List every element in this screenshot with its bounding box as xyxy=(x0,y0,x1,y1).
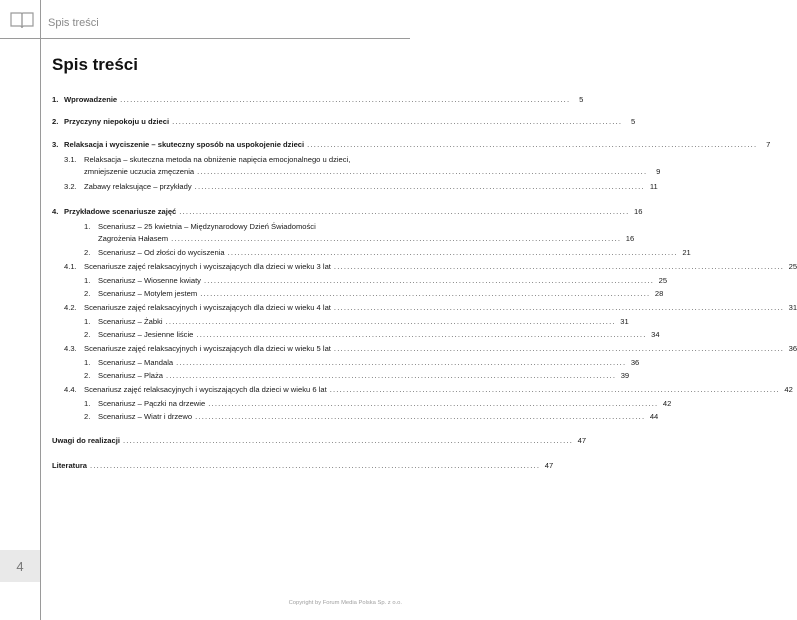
toc-entry-page: 28 xyxy=(654,289,664,298)
toc-dot-leader: ........................................................................................................................................ xyxy=(208,399,659,408)
toc-entry-4-1-s1[interactable] xyxy=(84,276,668,285)
toc-entry-4-2-s2[interactable] xyxy=(84,330,660,339)
toc-entry-4[interactable] xyxy=(52,207,643,216)
toc-dot-leader: ........................................................................................................................................ xyxy=(179,207,630,216)
toc-entry-uwagi[interactable] xyxy=(52,436,587,445)
toc-entry-1[interactable] xyxy=(52,95,584,104)
toc-dot-leader: ........................................................................................................................................ xyxy=(200,289,651,298)
toc-entry-4-4-s2[interactable] xyxy=(84,412,659,421)
toc-entry-title: Scenariusze zajęć relaksacyjnych i wyciszających dla dzieci w wieku 5 lat xyxy=(84,344,331,353)
toc-entry-literatura[interactable] xyxy=(52,461,554,470)
toc-entry-title: Scenariusz – Plaża xyxy=(98,371,164,380)
toc-entry-page: 11 xyxy=(649,182,658,191)
toc-entry-number: 2. xyxy=(84,371,91,380)
page-number-badge: 4 xyxy=(0,550,40,582)
toc-entry-4-3[interactable] xyxy=(64,344,797,353)
toc-dot-leader: ........................................................................................................................................ xyxy=(120,95,571,104)
toc-dot-leader: ........................................................................................................................................ xyxy=(333,262,785,271)
page-header-rule xyxy=(0,38,410,39)
toc-entry-title: Scenariusz – Mandala xyxy=(98,358,174,367)
toc-entry-title: Relaksacja – skuteczna metoda na obniżenie napięcia emocjonalnego u dzieci, xyxy=(84,155,351,164)
toc-entry-number: 2. xyxy=(84,330,91,339)
toc-entry-page: 34 xyxy=(651,330,660,339)
toc-dot-leader: ........................................................................................................................................ xyxy=(172,117,623,126)
toc-entry-page: 47 xyxy=(577,436,587,445)
toc-entry-number: 3.1. xyxy=(64,155,77,164)
toc-entry-number: 4.4. xyxy=(64,385,77,394)
toc-entry-3-1[interactable] xyxy=(84,167,661,176)
copyright-footer: Copyright by Forum Media Polska Sp. z o.o. xyxy=(288,600,402,606)
toc-dot-leader: ........................................................................................................................................ xyxy=(176,358,627,367)
toc-entry-3[interactable] xyxy=(52,140,771,149)
page-title: Spis treści xyxy=(52,55,138,74)
toc-dot-leader: ........................................................................................................................................ xyxy=(197,167,648,176)
toc-dot-leader: ........................................................................................................................................ xyxy=(195,412,646,421)
toc-entry-title-cont: Zagrożenia Hałasem xyxy=(98,234,169,243)
toc-entry-number: 1. xyxy=(84,358,91,367)
toc-dot-leader: ........................................................................................................................................ xyxy=(329,385,780,394)
toc-dot-leader: ........................................................................................................................................ xyxy=(165,317,616,326)
toc-dot-leader: ........................................................................................................................................ xyxy=(166,371,617,380)
toc-dot-leader: ........................................................................................................................................ xyxy=(227,248,678,257)
toc-entry-page: 36 xyxy=(788,344,797,353)
toc-entry-title: Scenariusze zajęć relaksacyjnych i wyciszających dla dzieci w wieku 3 lat xyxy=(84,262,331,271)
toc-entry-title: Przyczyny niepokoju u dzieci xyxy=(64,117,170,126)
toc-entry-number: 2. xyxy=(52,117,59,126)
toc-entry-page: 25 xyxy=(658,276,668,285)
toc-entry-number: 4.1. xyxy=(64,262,77,271)
toc-entry-page: 5 xyxy=(579,95,584,104)
toc-dot-leader: ........................................................................................................................................ xyxy=(333,344,785,353)
toc-entry-page: 16 xyxy=(625,234,635,243)
book-icon xyxy=(10,11,34,29)
toc-entry-4-s1-line1[interactable] xyxy=(84,222,316,231)
toc-entry-4-4-s1[interactable] xyxy=(84,399,672,408)
toc-entry-number: 3. xyxy=(52,140,59,149)
toc-entry-page: 7 xyxy=(766,140,771,149)
running-header-title: Spis treści xyxy=(48,17,99,29)
toc-entry-number: 4.3. xyxy=(64,344,77,353)
toc-entry-4-1-s2[interactable] xyxy=(84,289,664,298)
toc-dot-leader: ........................................................................................................................................ xyxy=(194,182,645,191)
toc-dot-leader: ........................................................................................................................................ xyxy=(90,461,541,470)
toc-entry-title: Scenariusz zajęć relaksacyjnych i wyciszających dla dzieci w wieku 6 lat xyxy=(84,385,327,394)
toc-entry-title: Zabawy relaksujące – przykłady xyxy=(84,182,192,191)
toc-entry-title: Scenariusz – Wiatr i drzewo xyxy=(98,412,193,421)
toc-entry-page: 42 xyxy=(662,399,672,408)
toc-entry-4-4[interactable] xyxy=(64,385,793,394)
toc-entry-page: 36 xyxy=(630,358,640,367)
toc-entry-title: Uwagi do realizacji xyxy=(52,436,120,445)
toc-entry-number: 3.2. xyxy=(64,182,77,191)
toc-entry-4-2-s1[interactable] xyxy=(84,317,629,326)
toc-entry-4-s2[interactable] xyxy=(84,248,691,257)
page-margin-vertical-rule xyxy=(40,0,41,620)
toc-entry-page: 16 xyxy=(633,207,643,216)
toc-entry-page: 21 xyxy=(682,248,691,257)
toc-entry-page: 39 xyxy=(620,371,630,380)
toc-entry-page: 42 xyxy=(784,385,793,394)
toc-dot-leader: ........................................................................................................................................ xyxy=(333,303,785,312)
toc-entry-4-s1[interactable] xyxy=(98,234,635,243)
toc-entry-number: 4.2. xyxy=(64,303,77,312)
toc-entry-number: 2. xyxy=(84,248,91,257)
toc-dot-leader: ........................................................................................................................................ xyxy=(122,436,574,445)
toc-entry-number: 2. xyxy=(84,412,91,421)
toc-entry-2[interactable] xyxy=(52,117,636,126)
toc-entry-page: 9 xyxy=(656,167,661,176)
toc-entry-number: 1. xyxy=(84,276,91,285)
toc-entry-4-1[interactable] xyxy=(64,262,797,271)
toc-entry-4-2[interactable] xyxy=(64,303,797,312)
toc-entry-title: Scenariusz – Żabki xyxy=(98,317,163,326)
toc-entry-title: Scenariusz – Od złości do wyciszenia xyxy=(98,248,225,257)
toc-entry-title: Przykładowe scenariusze zajęć xyxy=(64,207,177,216)
toc-dot-leader: ........................................................................................................................................ xyxy=(196,330,647,339)
toc-entry-page: 25 xyxy=(788,262,797,271)
toc-entry-number: 4. xyxy=(52,207,59,216)
toc-entry-title: Wprowadzenie xyxy=(64,95,118,104)
toc-entry-title: Scenariusz – Jesienne liście xyxy=(98,330,194,339)
toc-dot-leader: ........................................................................................................................................ xyxy=(171,234,622,243)
toc-entry-number: 1. xyxy=(84,317,91,326)
toc-entry-title: Scenariusz – 25 kwietnia – Międzynarodowy Dzień Świadomości xyxy=(98,222,316,231)
toc-entry-page: 5 xyxy=(630,117,636,126)
toc-entry-4-3-s1[interactable] xyxy=(84,358,640,367)
toc-entry-number: 1. xyxy=(84,399,91,408)
toc-entry-page: 44 xyxy=(649,412,659,421)
toc-dot-leader: ........................................................................................................................................ xyxy=(203,276,655,285)
toc-entry-page: 31 xyxy=(620,317,629,326)
toc-entry-title: Scenariusze zajęć relaksacyjnych i wyciszających dla dzieci w wieku 4 lat xyxy=(84,303,331,312)
toc-entry-page: 31 xyxy=(788,303,797,312)
toc-entry-number: 2. xyxy=(84,289,91,298)
toc-entry-page: 47 xyxy=(544,461,554,470)
toc-entry-4-3-s2[interactable] xyxy=(84,371,630,380)
toc-entry-title: Relaksacja i wyciszenie – skuteczny sposób na uspokojenie dzieci xyxy=(64,140,305,149)
toc-entry-title: Scenariusz – Wiosenne kwiaty xyxy=(98,276,201,285)
toc-dot-leader: ........................................................................................................................................ xyxy=(307,140,758,149)
toc-entry-number: 1. xyxy=(52,95,59,104)
toc-entry-number: 1. xyxy=(84,222,91,231)
toc-entry-3-2[interactable] xyxy=(64,182,658,191)
toc-entry-title: Scenariusz – Pączki na drzewie xyxy=(98,399,206,408)
toc-entry-title: Literatura xyxy=(52,461,88,470)
toc-entry-title: Scenariusz – Motylem jestem xyxy=(98,289,198,298)
toc-entry-title-cont: zmniejszenie uczucia zmęczenia xyxy=(84,167,195,176)
toc-entry-3-1-line1[interactable] xyxy=(64,155,350,164)
